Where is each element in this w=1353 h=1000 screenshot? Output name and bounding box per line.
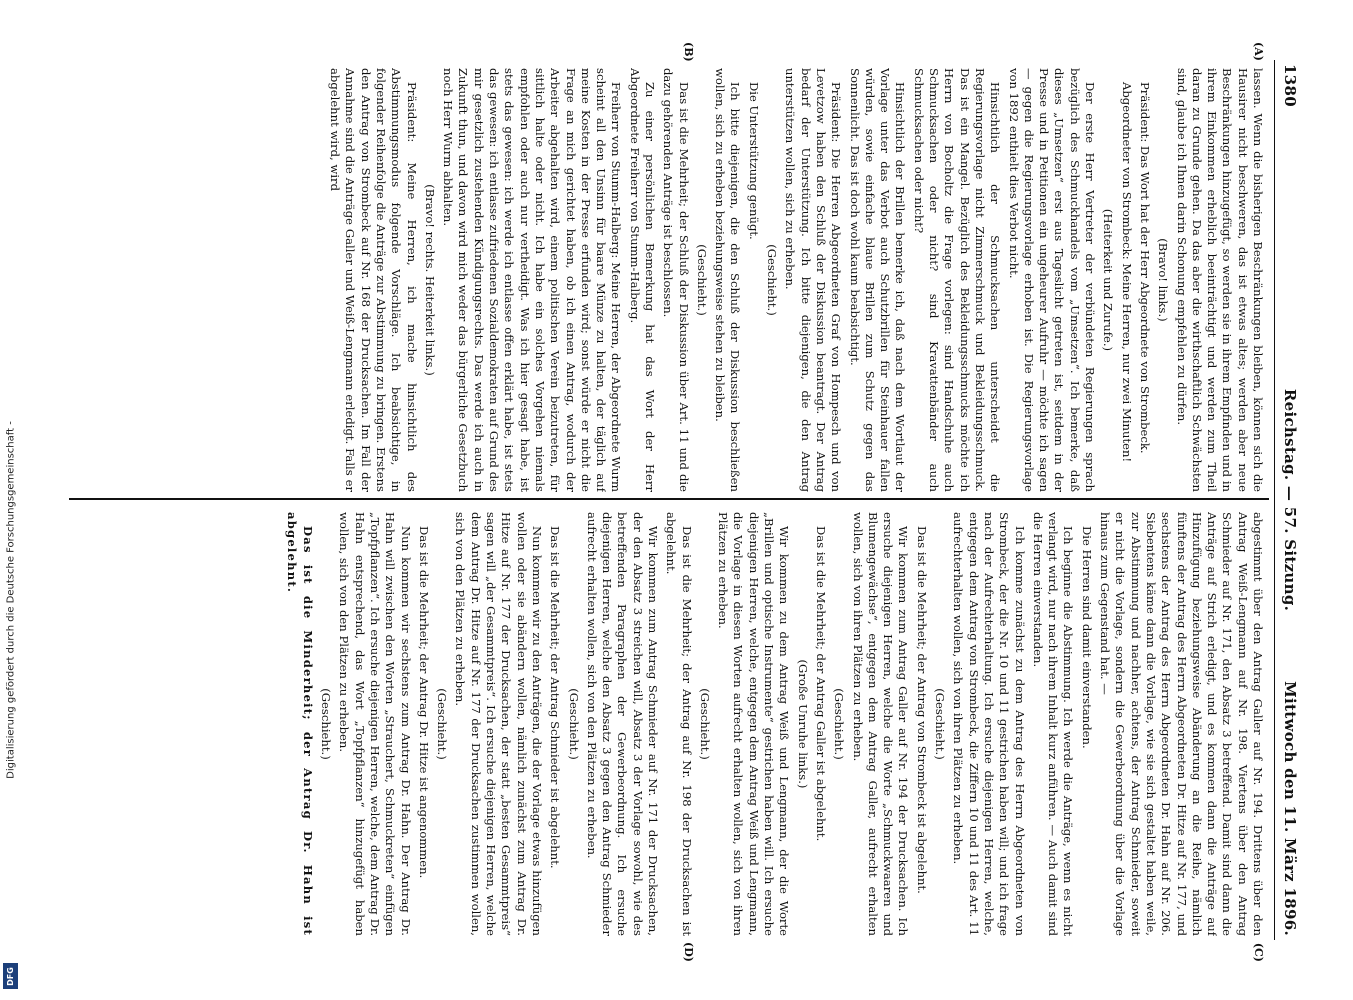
paragraph: Das ist die Mehrheit; der Antrag Schmieder ist abgelehnt. [548,526,563,869]
interjection: (Geschieht.) [435,688,450,760]
interjection: (Geschieht.) [933,688,948,760]
paragraph: Das ist die Mehrheit; der Antrag Dr. Hitze ist angenommen. [416,526,431,879]
paragraph: Nun kommen wir zu den Anträgen, die der Vorlage etwas hinzufügen wollen oder sie abändern wollen, nämlich zunächst zum Antrag Dr. Hitze auf Nr. 177 der Drucksachen, der statt „besten Gesammtpreis“ sagen will „der Gesammtpreis“. Ich ersuche diejenigen Herren, welche dem Antrag Dr. Hitze auf Nr. 177 der Drucksachen zustimmen wollen, sich von den Plätzen zu erheben. [453,512,544,936]
margin-mark-c: (C) [1252,942,1265,962]
paragraph: Das ist die Mehrheit; der Antrag Galler ist abgelehnt. [813,526,828,842]
left-column [75,68,1265,492]
paragraph: lassen. Wenn die bisherigen Beschränkungen bleiben, können sich die Hausirer nicht beschweren, das ist etwas altes; werden aber neue Beschränkungen hinzugefügt, so werden sie in ihrem Empfinden und in ihrem Einkommen erheblich beeinträchtigt und werden zum Theil daran zu Grunde gehen. Da das aber die wirthschaftlich Schwächsten sind, glaube ich Ihnen darin Schonung empfehlen zu dürfen. [1174,68,1265,492]
dfg-logo: DFG [3,963,18,989]
interjection: (Bravo! links.) [1156,238,1171,322]
paragraph: Hinsichtlich der Schmucksachen unterscheidet die Regierungsvorlage nicht Zimmerschmuck und Bekleidungsschmuck. Das ist ein Mangel. Bezüglich des Bekleidungsschmucks möchte ich Herrn von Bocholtz die Frage vorlegen: sind Handschuhe auch Schmucksachen oder nicht? sind Kravattenbänder auch Schmucksachen oder nicht? [911,68,1003,492]
paragraph: Das ist die Mehrheit; der Antrag von Strombeck ist abgelehnt. [914,526,929,894]
paragraph: Das ist die Minderheit; der Antrag Dr. Hahn ist abgelehnt. [285,512,315,936]
paragraph: Nun kommen wir sechstens zum Antrag Dr. Hahn. Der Antrag Dr. Hahn will zwischen den Worten „Strauchert, Schmuckreten“ einfügen „Topfpflanzen“. Ich ersuche diejenigen Herren, welche, dem Antrag Dr. Hahn entsprechend, das Wort „Topfpflanzen“ hinzugefügt haben wollen, sich von den Plätzen zu erheben. [337,512,413,936]
paragraph: Wir kommen zum Antrag Schmieder auf Nr. 171 der Drucksachen, der den Absatz 3 streichen will, Absatz 3 der Vorlage sowohl, wie des betreffenden Paragraphen der Gewerbeordnung. Ich ersuche diejenigen Herren, welche den Absatz 3 gegen den Antrag Schmieder aufrecht erhalten wollen, sich von den Plätzen zu erheben. [584,512,661,936]
interjection: (Geschieht.) [765,244,780,316]
page-header [1274,60,1305,940]
column-divider [69,498,1269,500]
right-column [75,512,1265,936]
scanned-page [65,42,1305,962]
paragraph: Abgeordneter von Strombeck: Meine Herren, nur zwei Minuten! [1119,82,1134,463]
paragraph: abgestimmt über den Antrag Galler auf Nr. 194. Drittens über den Antrag Weiß-Lengmann auf Nr. 198. Viertens über den Antrag Schmieder auf Nr. 171, den Absatz 3 betreffend. Damit sind dann die Anträge auf Strich erledigt, und es kommen dann die Anträge auf Hinzufügung beziehungsweise Abänderung an die Reihe, nämlich fünftens der Antrag des Herrn Abgeordneten Dr. Hitze auf Nr. 177, und sechstens der Antrag des Herrn Abgeordneten Dr. Hahn auf Nr. 206. Siebentens käme dann die Vorlage, wie sie sich gestaltet haben weile, zur Abstimmung und nachher, achtens, der Antrag Schmieder, soweit er nicht die Vorlage, sondern die Gewerbeordnung über die Vorlage hinaus zum Gegenstand hat. — [1098,512,1265,936]
paragraph: Präsident: Die Herren Abgeordneten Graf von Hompesch und von Levetzow haben den Schluß der Diskussion beantragt. Der Antrag bedarf der Unterstützung. Ich bitte diejenigen, die den Antrag unterstützen wollen, sich zu erheben. [783,68,844,492]
session-date: Mittwoch den 11. März 1896. [1281,681,1299,936]
paragraph: Die Herren sind damit einverstanden. [1079,526,1094,749]
paragraph: Das ist die Mehrheit; der Antrag auf Nr. 198 der Drucksachen ist abgelehnt. [664,512,694,936]
interjection: (Bravo! rechts. Heiterkeit links.) [422,184,437,376]
interjection: (Geschieht.) [566,688,581,760]
paragraph: Das ist die Mehrheit; der Schluß der Diskussion über Art. 11 und die dazu gehörenden Anträge ist beschlossen. [661,68,691,492]
paragraph: Der erste Herr Vertreter der verbündeten Regierungen sprach bezüglich des Schmuckhandels vom „Umsetzen“. Ich bemerke, daß dieses „Umsetzen“ erst aus Tageslicht getreten ist, seitdem in der Presse und in Petitionen ein ungeheurer Aufruhr — möchte ich sagen — gegen die Regierungsvorlage erhoben ist. Die Regierungsvorlage von 1892 enthielt dies Verbot nicht. [1006,68,1098,492]
paragraph: Wir kommen zum Antrag Galler auf Nr. 194 der Drucksachen. Ich ersuche diejenigen Herren, welche die Worte „Schmuckwaaren und Blumengewächse“, entgegen dem Antrag Galler, aufrecht erhalten wollen, sich von ihren Plätzen zu erheben. [850,512,911,936]
margin-mark-d: (D) [682,942,695,962]
paragraph: Die Unterstützung genügt. [746,82,761,240]
digitization-credit: Digitalisierung gefördert durch die Deutsche Forschungsgemeinschaft - [5,421,17,779]
paragraph: Ich bitte diejenigen, die den Schluß der Diskussion beschließen wollen, sich zu erheben beziehungsweise stehen zu bleiben. [713,68,743,492]
margin-mark-a: (A) [1252,42,1265,61]
paragraph: Ich komme zunächst zu dem Antrag des Herrn Abgeordneten von Strombeck, der die Nr. 10 und 11 gestrichen haben will; und ich frage nach der Aufrechterhaltung. Ich ersuche diejenigen Herren, welche, entgegen dem Antrag von Strombeck, die Ziffern 10 und 11 des Art. 11 aufrechterhalten wollen, sich von ihren Plätzen zu erheben. [951,512,1027,936]
paragraph: Freiherr von Stumm-Halberg: Meine Herren, der Abgeordnete Wurm scheint all den Unsinn für baare Münze zu halten, der täglich auf meine Kosten in der Presse erfunden wird; sonst würde er nicht die Frage an mich gerichtet haben, ob ich einen Antrag, wodurch der Arbeiter abgehalten wird, einem politischen Verein beizutreten, für sittlich halte oder nicht. Ich habe ein solches Vorgehen niemals empfohlen oder auch nur vertheidigt. Was ich hier gesagt habe, ist stets das gewesen: ich werde ich entlasse offen erklärt habe, ist stets das gewesen: ich entlasse zufriedenen Sozialdemokraten auf Grund des mir gesetzlich zustehenden Kündigungsrechts. Das werde ich auch in Zukunft thun, und davon wird mich weder das bürgerliche Gesetzbuch noch Herr Wurm abhalten. [441,68,624,492]
paragraph: Hinsichtlich der Brillen bemerke ich, daß nach dem Wortlaut der Vorlage unter das Verbot auch Schutzbrillen für Steinhauer fallen würden, sowie einfache blaue Brillen zum Schutz gegen das Sonnenlicht. Das ist doch wohl kaum beabsichtigt. [847,68,908,492]
paragraph: Zu einer persönlichen Bemerkung hat das Wort der Herr Abgeordnete Freiherr von Stumm-Halberg. [627,68,658,492]
interjection: (Geschieht.) [832,688,847,760]
interjection: (Geschieht.) [319,688,334,760]
interjection: (Geschieht.) [694,244,709,316]
paragraph: Präsident: Das Wort hat der Herr Abgeordnete von Strombeck. [1137,82,1152,454]
interjection: (Große Unruhe links.) [795,659,810,789]
paragraph: Wir kommen zu dem Antrag Weiß und Lengmann, der die Worte „Brillen und optische Instrumente“ gestrichen haben will. Ich ersuche diejenigen Herren, welche, entgegen dem Antrag Weiß und Lengmann, die Vorlage in diesen Worten aufrecht erhalten wollen, sich von ihren Plätzen zu erheben. [716,512,792,936]
margin-mark-b: (B) [682,42,695,62]
interjection: (Geschieht.) [697,688,712,760]
page-number: 1380 [1281,64,1299,107]
session-title: Reichstag. — 57. Sitzung. [1281,388,1299,612]
digitization-credit-strip [0,0,22,1000]
paragraph: Ich beginne die Abstimmung. Ich werde die Anträge, wenn es nicht verlangt wird, nur nach ihrem Inhalt kurz anführen. — Auch damit sind die Herren einverstanden. [1030,512,1076,936]
interjection: (Heiterkeit und Zurufe.) [1101,208,1116,352]
paragraph: Präsident: Meine Herren, ich mache hinsichtlich des Abstimmungsmodus folgende Vorschläge. Ich beabsichtige, in folgender Reihenfolge die Anträge zur Abstimmung zu bringen. Erstens den Antrag von Strombeck auf Nr. 168 der Drucksachen. Im Fall der Annahme sind die Anträge Galler und Weiß-Lengmann erledigt. Falls er abgelehnt wird, wird [328,68,419,492]
